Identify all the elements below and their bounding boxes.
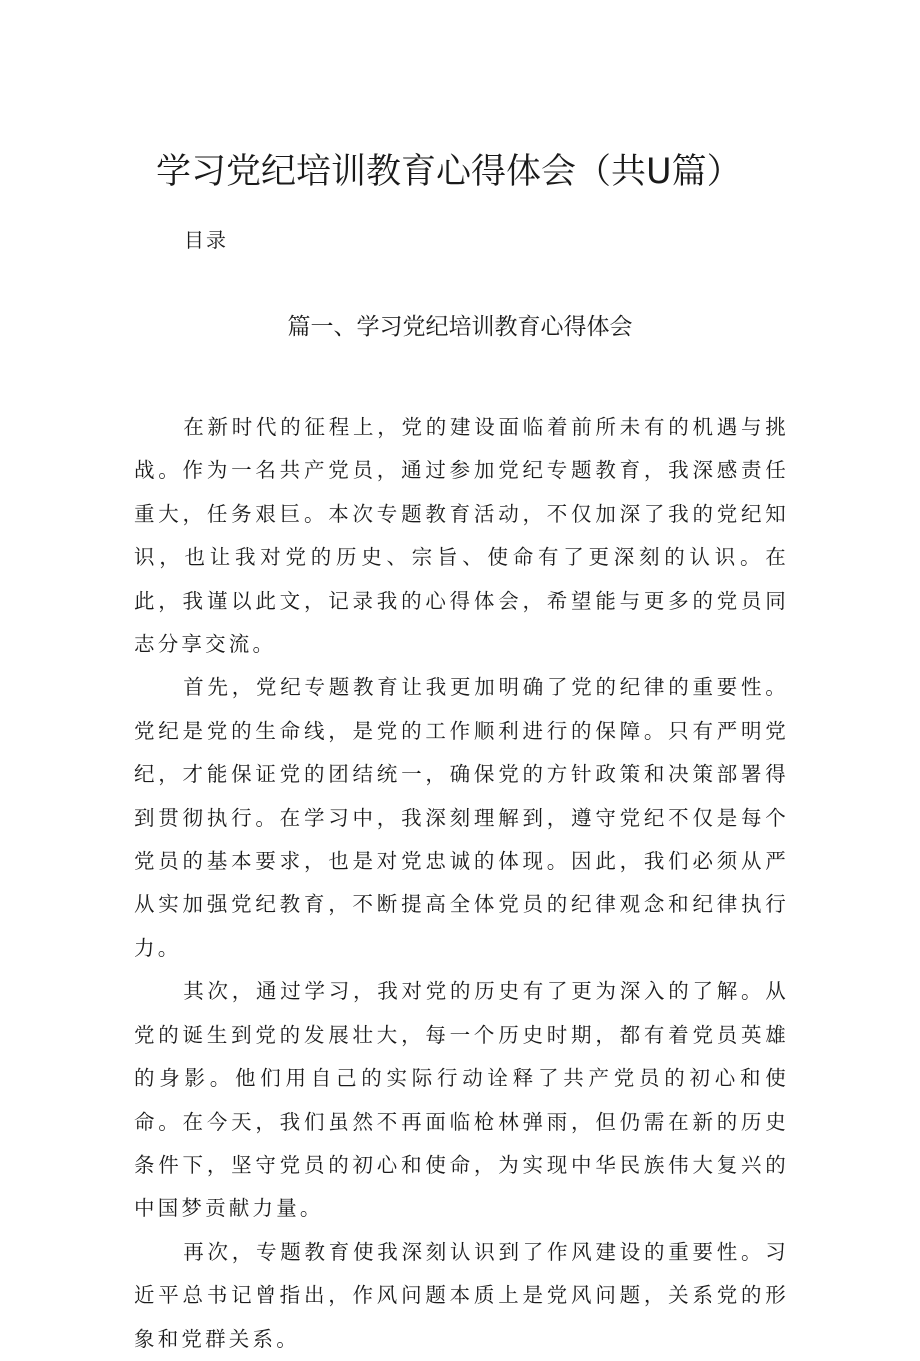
paragraph: 再次，专题教育使我深刻认识到了作风建设的重要性。习近平总书记曾指出，作风问题本质上是党风问题，关系党的形象和党群关系。: [134, 1239, 789, 1351]
body-text: [134, 406, 789, 1361]
table-of-contents-label: 目录: [184, 228, 228, 252]
paragraph: 在新时代的征程上，党的建设面临着前所未有的机遇与挑战。作为一名共产党员，通过参加党纪专题教育，我深感责任重大，任务艰巨。本次专题教育活动，不仅加深了我的党纪知识，也让我对党的历史、宗旨、使命有了更深刻的认识。在此，我谨以此文，记录我的心得体会，希望能与更多的党员同志分享交流。: [134, 415, 789, 657]
paragraph: 首先，党纪专题教育让我更加明确了党的纪律的重要性。党纪是党的生命线，是党的工作顺利进行的保障。只有严明党纪，才能保证党的团结统一，确保党的方针政策和决策部署得到贯彻执行。在学习中，我深刻理解到，遵守党纪不仅是每个党员的基本要求，也是对党忠诚的体现。因此，我们必须从严从实加强党纪教育，不断提高全体党员的纪律观念和纪律执行力。: [134, 675, 789, 960]
section-heading: 篇一、学习党纪培训教育心得体会: [287, 314, 633, 340]
document-title: 学习党纪培训教育心得体会（共U篇）: [156, 152, 742, 192]
paragraph: 其次，通过学习，我对党的历史有了更为深入的了解。从党的诞生到党的发展壮大，每一个历史时期，都有着党员英雄的身影。他们用自己的实际行动诠释了共产党员的初心和使命。在今天，我们虽然不再面临枪林弹雨，但仍需在新的历史条件下，坚守党员的初心和使命，为实现中华民族伟大复兴的中国梦贡献力量。: [134, 979, 789, 1221]
